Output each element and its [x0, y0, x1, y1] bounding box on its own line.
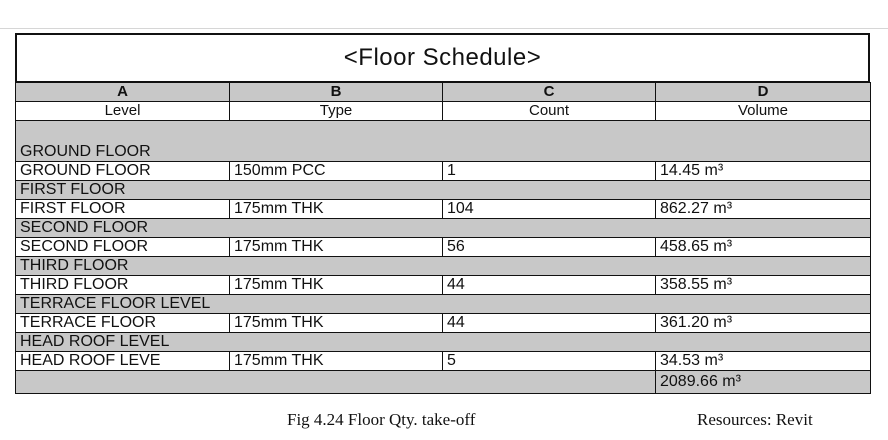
- column-letter-a[interactable]: A: [16, 83, 230, 102]
- top-rule: [0, 28, 888, 29]
- total-volume[interactable]: 2089.66 m³: [656, 371, 871, 394]
- column-letter-d[interactable]: D: [656, 83, 871, 102]
- spacer-cell: [16, 121, 871, 144]
- column-header-volume[interactable]: Volume: [656, 102, 871, 121]
- cell-volume[interactable]: 14.45 m³: [656, 162, 871, 181]
- cell-type[interactable]: 175mm THK: [230, 276, 443, 295]
- group-header-row: [16, 295, 871, 314]
- table-row: [16, 314, 871, 333]
- table-row: [16, 352, 871, 371]
- total-row: [16, 371, 871, 394]
- group-header-row: [16, 257, 871, 276]
- group-header-row: [16, 143, 871, 162]
- cell-level[interactable]: THIRD FLOOR: [16, 276, 230, 295]
- figure-caption: Fig 4.24 Floor Qty. take-off: [287, 410, 476, 429]
- column-letter-c[interactable]: C: [443, 83, 656, 102]
- column-header-level[interactable]: Level: [16, 102, 230, 121]
- column-letter-b[interactable]: B: [230, 83, 443, 102]
- cell-level[interactable]: FIRST FLOOR: [16, 200, 230, 219]
- cell-volume[interactable]: 458.65 m³: [656, 238, 871, 257]
- cell-count[interactable]: 44: [443, 276, 656, 295]
- cell-count[interactable]: 104: [443, 200, 656, 219]
- group-label[interactable]: GROUND FLOOR: [16, 143, 871, 162]
- spacer-row: [16, 121, 871, 144]
- table-row: [16, 276, 871, 295]
- group-header-row: [16, 181, 871, 200]
- group-label[interactable]: SECOND FLOOR: [16, 219, 871, 238]
- group-body: [16, 143, 871, 371]
- resources-caption: Resources: Revit: [697, 410, 813, 429]
- cell-count[interactable]: 1: [443, 162, 656, 181]
- column-letter-row: [16, 83, 871, 102]
- schedule-table: [15, 82, 871, 394]
- cell-count[interactable]: 44: [443, 314, 656, 333]
- table-row: [16, 200, 871, 219]
- group-label[interactable]: FIRST FLOOR: [16, 181, 871, 200]
- cell-type[interactable]: 175mm THK: [230, 200, 443, 219]
- floor-schedule: [15, 33, 870, 394]
- cell-volume[interactable]: 358.55 m³: [656, 276, 871, 295]
- cell-level[interactable]: SECOND FLOOR: [16, 238, 230, 257]
- cell-level[interactable]: HEAD ROOF LEVE: [16, 352, 230, 371]
- schedule-title: <Floor Schedule>: [15, 33, 870, 82]
- column-header-count[interactable]: Count: [443, 102, 656, 121]
- cell-type[interactable]: 150mm PCC: [230, 162, 443, 181]
- column-header-type[interactable]: Type: [230, 102, 443, 121]
- group-label[interactable]: TERRACE FLOOR LEVEL: [16, 295, 871, 314]
- total-spacer: [16, 371, 656, 394]
- group-label[interactable]: THIRD FLOOR: [16, 257, 871, 276]
- cell-level[interactable]: GROUND FLOOR: [16, 162, 230, 181]
- cell-count[interactable]: 56: [443, 238, 656, 257]
- cell-type[interactable]: 175mm THK: [230, 314, 443, 333]
- group-header-row: [16, 333, 871, 352]
- table-row: [16, 162, 871, 181]
- column-header-row: [16, 102, 871, 121]
- cell-level[interactable]: TERRACE FLOOR: [16, 314, 230, 333]
- table-row: [16, 238, 871, 257]
- cell-type[interactable]: 175mm THK: [230, 238, 443, 257]
- group-header-row: [16, 219, 871, 238]
- group-label[interactable]: HEAD ROOF LEVEL: [16, 333, 871, 352]
- cell-count[interactable]: 5: [443, 352, 656, 371]
- cell-volume[interactable]: 862.27 m³: [656, 200, 871, 219]
- cell-type[interactable]: 175mm THK: [230, 352, 443, 371]
- cell-volume[interactable]: 361.20 m³: [656, 314, 871, 333]
- cell-volume[interactable]: 34.53 m³: [656, 352, 871, 371]
